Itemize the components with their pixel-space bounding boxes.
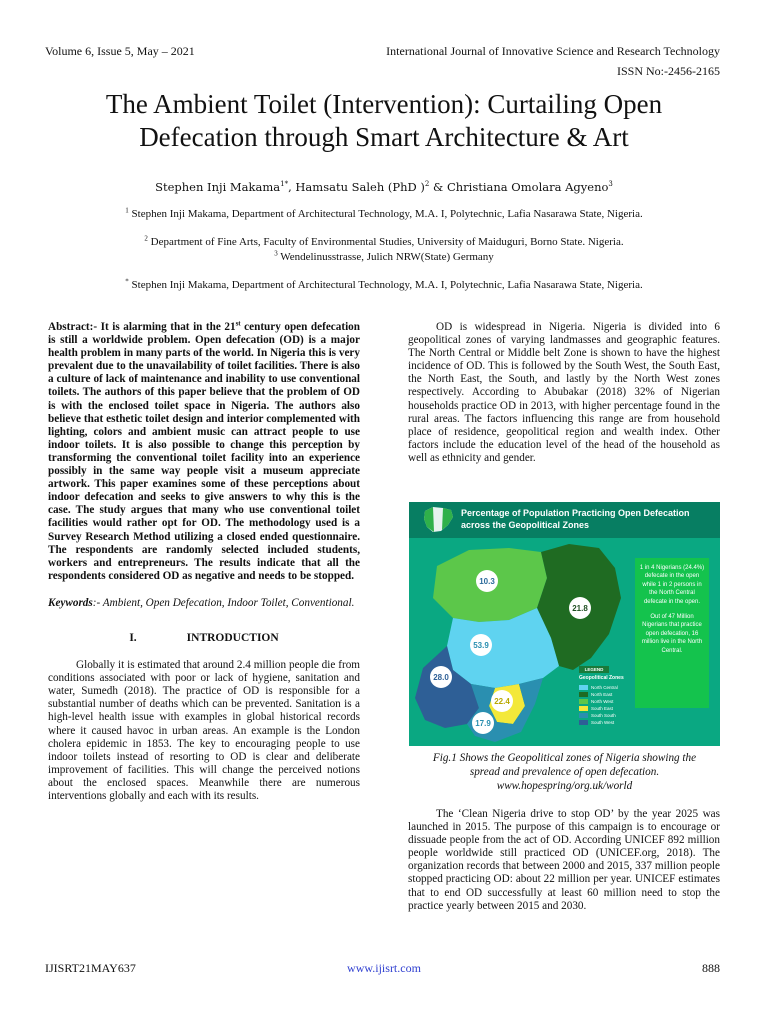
value-north-east: 21.8 <box>572 604 588 613</box>
author-1-sup: 1* <box>280 180 289 189</box>
infographic-title-line-2: across the Geopolitical Zones <box>461 520 590 530</box>
author-2: Hamsatu Saleh (PhD ) <box>295 180 425 194</box>
value-south-east: 22.4 <box>494 697 510 706</box>
legend-label: South West <box>591 720 615 725</box>
right-column-top <box>408 321 720 465</box>
legend-item <box>579 684 631 691</box>
paper-title <box>0 88 768 154</box>
value-south-west: 28.0 <box>433 673 449 682</box>
legend-item <box>579 719 631 726</box>
legend-item <box>579 712 631 719</box>
author-separator: , <box>288 180 296 194</box>
author-2-sup: 2 <box>424 180 430 189</box>
infographic-title <box>461 507 690 531</box>
section-number: I. <box>129 631 137 644</box>
map-legend <box>579 666 631 726</box>
affiliation-text: Stephen Inji Makama, Department of Architectural Technology, M.A. I, Polytechnic, Lafia Nasarawa State, Nigeria. <box>128 208 643 220</box>
abstract <box>48 321 360 583</box>
caption-source: www.hopespring/org.uk/world <box>496 780 633 792</box>
affiliation-sup: * <box>125 277 129 286</box>
author-separator: & <box>429 180 447 194</box>
affiliation-sup: 2 <box>144 234 148 243</box>
footer-center <box>0 961 768 976</box>
abstract-text: century open defecation is still a worldwide problem. Open defecation (OD) is a major health problem in many parts of the world. In Nigeria this is very prevalent due to the unavailability of toilet facilities. There is also a culture of lack of maintenance and inability to use conventional toilets. The authors of this paper believe that the problem of OD is with the enclosed toilet space in Nigeria. The authors also believe that esthetic toilet design and interior complemented with lighting, colors and ambient music can attract people to use indoor toilets. It is also possible to change this perception by transforming the conventional toilet facility into an experience possibly in the same way people visit a museum appreciate artwork. This paper examines some of these perceptions about indoor defecation and seeks to give answers to why this is the case. The study argues that many who use conventional toilet facilities would rather opt for OD. The methodology used is a Survey Research Method utilizing a closed ended questionnaire. The respondents are randomly selected included students, workers and entrepreneurs. The results indicate that all the respondents considered OD as negative and needs to be stopped. <box>48 321 360 582</box>
affiliation-1 <box>0 208 768 220</box>
legend-label: North East <box>591 692 613 697</box>
journal-name: International Journal of Innovative Science and Research Technology <box>386 44 720 58</box>
legend-label: North Central <box>591 685 618 690</box>
value-north-central: 53.9 <box>473 641 489 650</box>
figure-caption <box>409 751 720 793</box>
keywords-label: Keywords <box>48 596 93 609</box>
infographic-title-line-1: Percentage of Population Practicing Open Defecation <box>461 508 690 518</box>
affiliation-text: Stephen Inji Makama, Department of Architectural Technology, M.A. I, Polytechnic, Lafia Nasarawa State, Nigeria. <box>128 279 643 291</box>
author-list <box>0 180 768 194</box>
value-north-west: 10.3 <box>479 577 495 586</box>
legend-item <box>579 698 631 705</box>
keywords-text: :- Ambient, Open Defecation, Indoor Toilet, Conventional. <box>92 596 355 609</box>
legend-label: North West <box>591 699 614 704</box>
fact-text-2: Out of 47 Million Nigerians that practice open defecation, 16 million live in the North Central. <box>641 614 703 654</box>
right-paragraph-2: The ‘Clean Nigeria drive to stop OD’ by the year 2025 was launched in 2015. The purpose of this campaign is to encourage or dissuade people from the act of OD. According UNICEF 892 million people worldwide still practiced OD (UNICEF.org, 2018). The organization records that between 2000 and 2015, 337 million people stopped practicing OD: about 22 million per year. UNICEF estimates that to end OD successfully at least 60 million need to stop the practice yearly between 2015 and 2030. <box>408 808 720 912</box>
affiliation-sup: 3 <box>274 249 278 258</box>
author-3: Christiana Omolara Agyeno <box>446 180 609 194</box>
legend-item <box>579 691 631 698</box>
value-south-south: 17.9 <box>475 719 491 728</box>
legend-swatch <box>579 706 588 711</box>
od-infographic <box>409 502 720 746</box>
title-line-1: The Ambient Toilet (Intervention): Curtailing Open <box>105 89 663 119</box>
left-column <box>48 321 360 803</box>
caption-line-2: spread and prevalence of open defecation. <box>469 766 660 778</box>
abstract-text-start: It is alarming that in the 21 <box>97 321 236 333</box>
legend-swatch <box>579 685 588 690</box>
affiliation-3 <box>0 251 768 263</box>
affiliation-4 <box>0 279 768 291</box>
legend-item <box>579 705 631 712</box>
legend-swatch <box>579 720 588 725</box>
nigeria-map-icon <box>421 505 455 535</box>
paper-id: IJISRT21MAY637 <box>45 961 136 975</box>
legend-swatch <box>579 713 588 718</box>
intro-paragraph: Globally it is estimated that around 2.4 million people die from conditions associated with poor or lack of hygiene, sanitation and water, Sumedh (2018). The practice of OD is responsible for a substantial number of deaths which can be prevented. Sanitation is a high-level health issue with examples in global historical records where it caused havoc in urban areas. An example is the London cholera epidemic in 1853. The key to encouraging people to use indoor toilets instead of resorting to OD is clear and deliberate improvement of facilities. This will change the perceived notions about the enclosed spaces. Meanwhile there are numerous interventions globally and each with its results. <box>48 659 360 802</box>
right-paragraph-1: OD is widespread in Nigeria. Nigeria is divided into 6 geopolitical zones of varying landmasses and geographic features. The North Central or Middle belt Zone is shown to have the highest incidence of OD. This is followed by the South West, the South East, the North East, the South, and lastly by the North West zones respectively. According to Abubakar (2018) 32% of Nigerian households practice OD in 2013, with higher percentage found in the rural areas. The factors influencing this range are from household place of residence, geopolitical region and wealth index. Other factors include the education level of the head of the household as well as ethnicity and gender. <box>408 321 720 464</box>
title-line-2: Defecation through Smart Architecture & Art <box>139 122 629 152</box>
author-3-sup: 3 <box>608 180 613 189</box>
section-heading <box>48 632 360 645</box>
section-title: INTRODUCTION <box>186 631 279 644</box>
affiliation-text: Wendelinusstrasse, Julich NRW(State) Germany <box>277 251 494 263</box>
affiliation-text: Department of Fine Arts, Faculty of Environmental Studies, University of Maiduguri, Borno State. Nigeria. <box>147 236 624 248</box>
keywords <box>48 597 360 610</box>
author-1: Stephen Inji Makama <box>155 180 281 194</box>
page-number: 888 <box>702 961 720 975</box>
fact-text-1: 1 in 4 Nigerians (24.4%) defecate in the open while 1 in 2 persons in the North Central defecate in the open. <box>639 565 705 605</box>
abstract-label: Abstract:- <box>48 321 98 333</box>
legend-label: South East <box>591 706 614 711</box>
legend-swatch <box>579 692 588 697</box>
fact-box <box>635 558 709 708</box>
legend-label: South South <box>591 713 616 718</box>
right-column-bottom <box>408 808 720 913</box>
volume-info: Volume 6, Issue 5, May – 2021 <box>45 44 195 58</box>
issn: ISSN No:-2456-2165 <box>616 64 720 78</box>
legend-title: LEGEND <box>579 666 609 673</box>
legend-swatch <box>579 699 588 704</box>
affiliation-2 <box>0 236 768 248</box>
caption-line-1: Fig.1 Shows the Geopolitical zones of Nigeria showing the <box>432 752 697 764</box>
legend-subtitle: Geopolitical Zones <box>579 675 624 681</box>
affiliation-sup: 1 <box>125 206 129 215</box>
abstract-sup: st <box>235 319 241 328</box>
journal-website-link[interactable]: www.ijisrt.com <box>347 961 421 975</box>
